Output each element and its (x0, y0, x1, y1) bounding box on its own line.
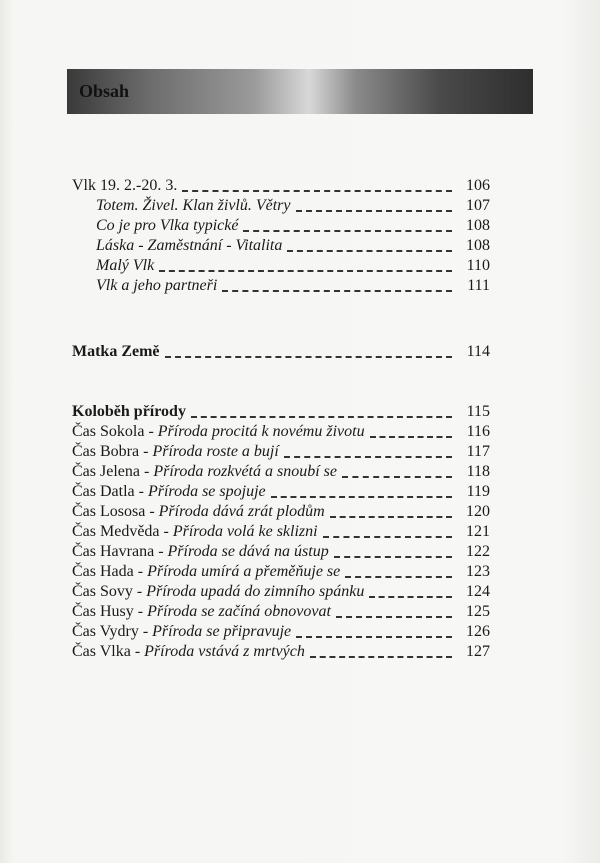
toc-entry-page: 118 (466, 463, 490, 480)
dot-leader (342, 476, 452, 478)
toc-entry-page: 119 (466, 483, 490, 500)
dot-leader (370, 436, 452, 438)
toc-entry (72, 522, 490, 542)
toc-entry (72, 542, 490, 562)
dot-leader (243, 230, 452, 232)
dot-leader (296, 210, 452, 212)
toc-entry-label (72, 602, 331, 622)
toc-entry-label (72, 562, 340, 582)
toc-entry-label (72, 622, 291, 642)
toc-entry-subtitle: Příroda procitá k novému životu (157, 423, 365, 440)
toc-entry-prefix: Čas Vlka - (72, 643, 145, 660)
toc-entry-subtitle: Příroda umírá a přeměňuje se (147, 563, 341, 580)
toc-entry-label (72, 582, 364, 602)
toc-entry-page: 120 (466, 503, 490, 520)
toc-entry-label: Co je pro Vlka typické (96, 217, 239, 234)
toc-entry-label: Totem. Živel. Klan živlů. Větry (96, 197, 291, 214)
toc-entry-prefix: Čas Sokola - (72, 423, 158, 440)
toc-entry-prefix: Čas Bobra - (72, 443, 153, 460)
toc-subentry (72, 196, 490, 216)
table-of-contents (72, 176, 490, 662)
toc-entry (72, 622, 490, 642)
dot-leader (330, 516, 452, 518)
toc-entry-vlk (72, 176, 490, 196)
toc-subentry (72, 256, 490, 276)
dot-leader (271, 496, 452, 498)
toc-entry-subtitle: Příroda vstává z mrtvých (144, 643, 305, 660)
toc-entry-prefix: Čas Sovy - (72, 583, 147, 600)
dot-leader (287, 250, 452, 252)
toc-entry-page: 123 (466, 563, 490, 580)
toc-entry-page: 111 (467, 277, 490, 294)
dot-leader (182, 190, 452, 192)
toc-entry-page: 106 (466, 177, 490, 194)
toc-entry-label (72, 502, 325, 522)
toc-entry-label: Malý Vlk (96, 257, 155, 274)
dot-leader (191, 416, 452, 418)
toc-entry-page: 126 (466, 623, 490, 640)
toc-entry-page: 117 (466, 443, 490, 460)
toc-entry-label (72, 482, 266, 502)
toc-entry-label: Vlk 19. 2.-20. 3. (72, 177, 178, 194)
toc-entry-prefix: Čas Vydry - (72, 623, 153, 640)
toc-entry-label (72, 422, 365, 442)
dot-leader (345, 576, 452, 578)
toc-entry-subtitle: Příroda volá ke sklizni (172, 523, 318, 540)
toc-entry-subtitle: Příroda se spojuje (147, 483, 266, 500)
toc-entry-label: Vlk a jeho partneři (96, 277, 218, 294)
toc-entry-page: 127 (466, 643, 490, 660)
toc-entry-prefix: Čas Datla - (72, 483, 148, 500)
toc-entry-label: Matka Země (72, 343, 160, 360)
toc-entry (72, 502, 490, 522)
toc-entry (72, 482, 490, 502)
toc-entry-kolobeh-prirody (72, 402, 490, 422)
dot-leader (222, 290, 452, 292)
toc-entry-label (72, 522, 318, 542)
toc-entry-page: 121 (466, 523, 490, 540)
toc-entry-subtitle: Příroda se dává na ústup (167, 543, 329, 560)
toc-subentry (72, 216, 490, 236)
toc-entry-prefix: Čas Havrana - (72, 543, 168, 560)
toc-entry (72, 642, 490, 662)
toc-entry-prefix: Čas Medvěda - (72, 523, 173, 540)
toc-entry-page: 108 (466, 237, 490, 254)
toc-entry (72, 462, 490, 482)
toc-entry (72, 582, 490, 602)
toc-subentry (72, 276, 490, 296)
dot-leader (369, 596, 452, 598)
toc-entry (72, 562, 490, 582)
toc-entry-subtitle: Příroda se připravuje (152, 623, 292, 640)
toc-entry-page: 114 (466, 343, 490, 360)
toc-entry-subtitle: Příroda se začíná obnovovat (147, 603, 331, 620)
dot-leader (334, 556, 452, 558)
toc-entry-subtitle: Příroda upadá do zimního spánku (146, 583, 365, 600)
toc-entry-subtitle: Příroda roste a bují (152, 443, 279, 460)
toc-entry-label: Koloběh přírody (72, 403, 186, 420)
dot-leader (159, 270, 452, 272)
toc-entry (72, 602, 490, 622)
toc-entry-page: 108 (466, 217, 490, 234)
dot-leader (336, 616, 452, 618)
toc-entry-page: 116 (466, 423, 490, 440)
toc-entry-subtitle: Příroda rozkvétá a snoubí se (153, 463, 337, 480)
toc-entry-matka-zeme (72, 342, 490, 362)
toc-entry-page: 125 (466, 603, 490, 620)
toc-entry-label (72, 442, 279, 462)
toc-entry-subtitle: Příroda dává zrát plodům (158, 503, 325, 520)
toc-entry-page: 110 (466, 257, 490, 274)
toc-entry-page: 122 (466, 543, 490, 560)
toc-entry-label (72, 642, 305, 662)
toc-subentry (72, 236, 490, 256)
header-bar (67, 69, 533, 114)
toc-entry-prefix: Čas Lososa - (72, 503, 159, 520)
toc-entry-page: 107 (466, 197, 490, 214)
dot-leader (310, 656, 452, 658)
toc-entry-label: Láska - Zaměstnání - Vitalita (96, 237, 283, 254)
toc-entry-page: 115 (466, 403, 490, 420)
dot-leader (284, 456, 452, 458)
toc-entry-page: 124 (466, 583, 490, 600)
dot-leader (296, 636, 452, 638)
toc-entry-prefix: Čas Jelena - (72, 463, 154, 480)
toc-entry (72, 422, 490, 442)
page-title: Obsah (79, 81, 130, 101)
toc-entry-prefix: Čas Husy - (72, 603, 148, 620)
toc-entry (72, 442, 490, 462)
dot-leader (323, 536, 452, 538)
toc-entry-label (72, 542, 329, 562)
toc-entry-prefix: Čas Hada - (72, 563, 148, 580)
toc-entry-label (72, 462, 337, 482)
dot-leader (165, 356, 452, 358)
